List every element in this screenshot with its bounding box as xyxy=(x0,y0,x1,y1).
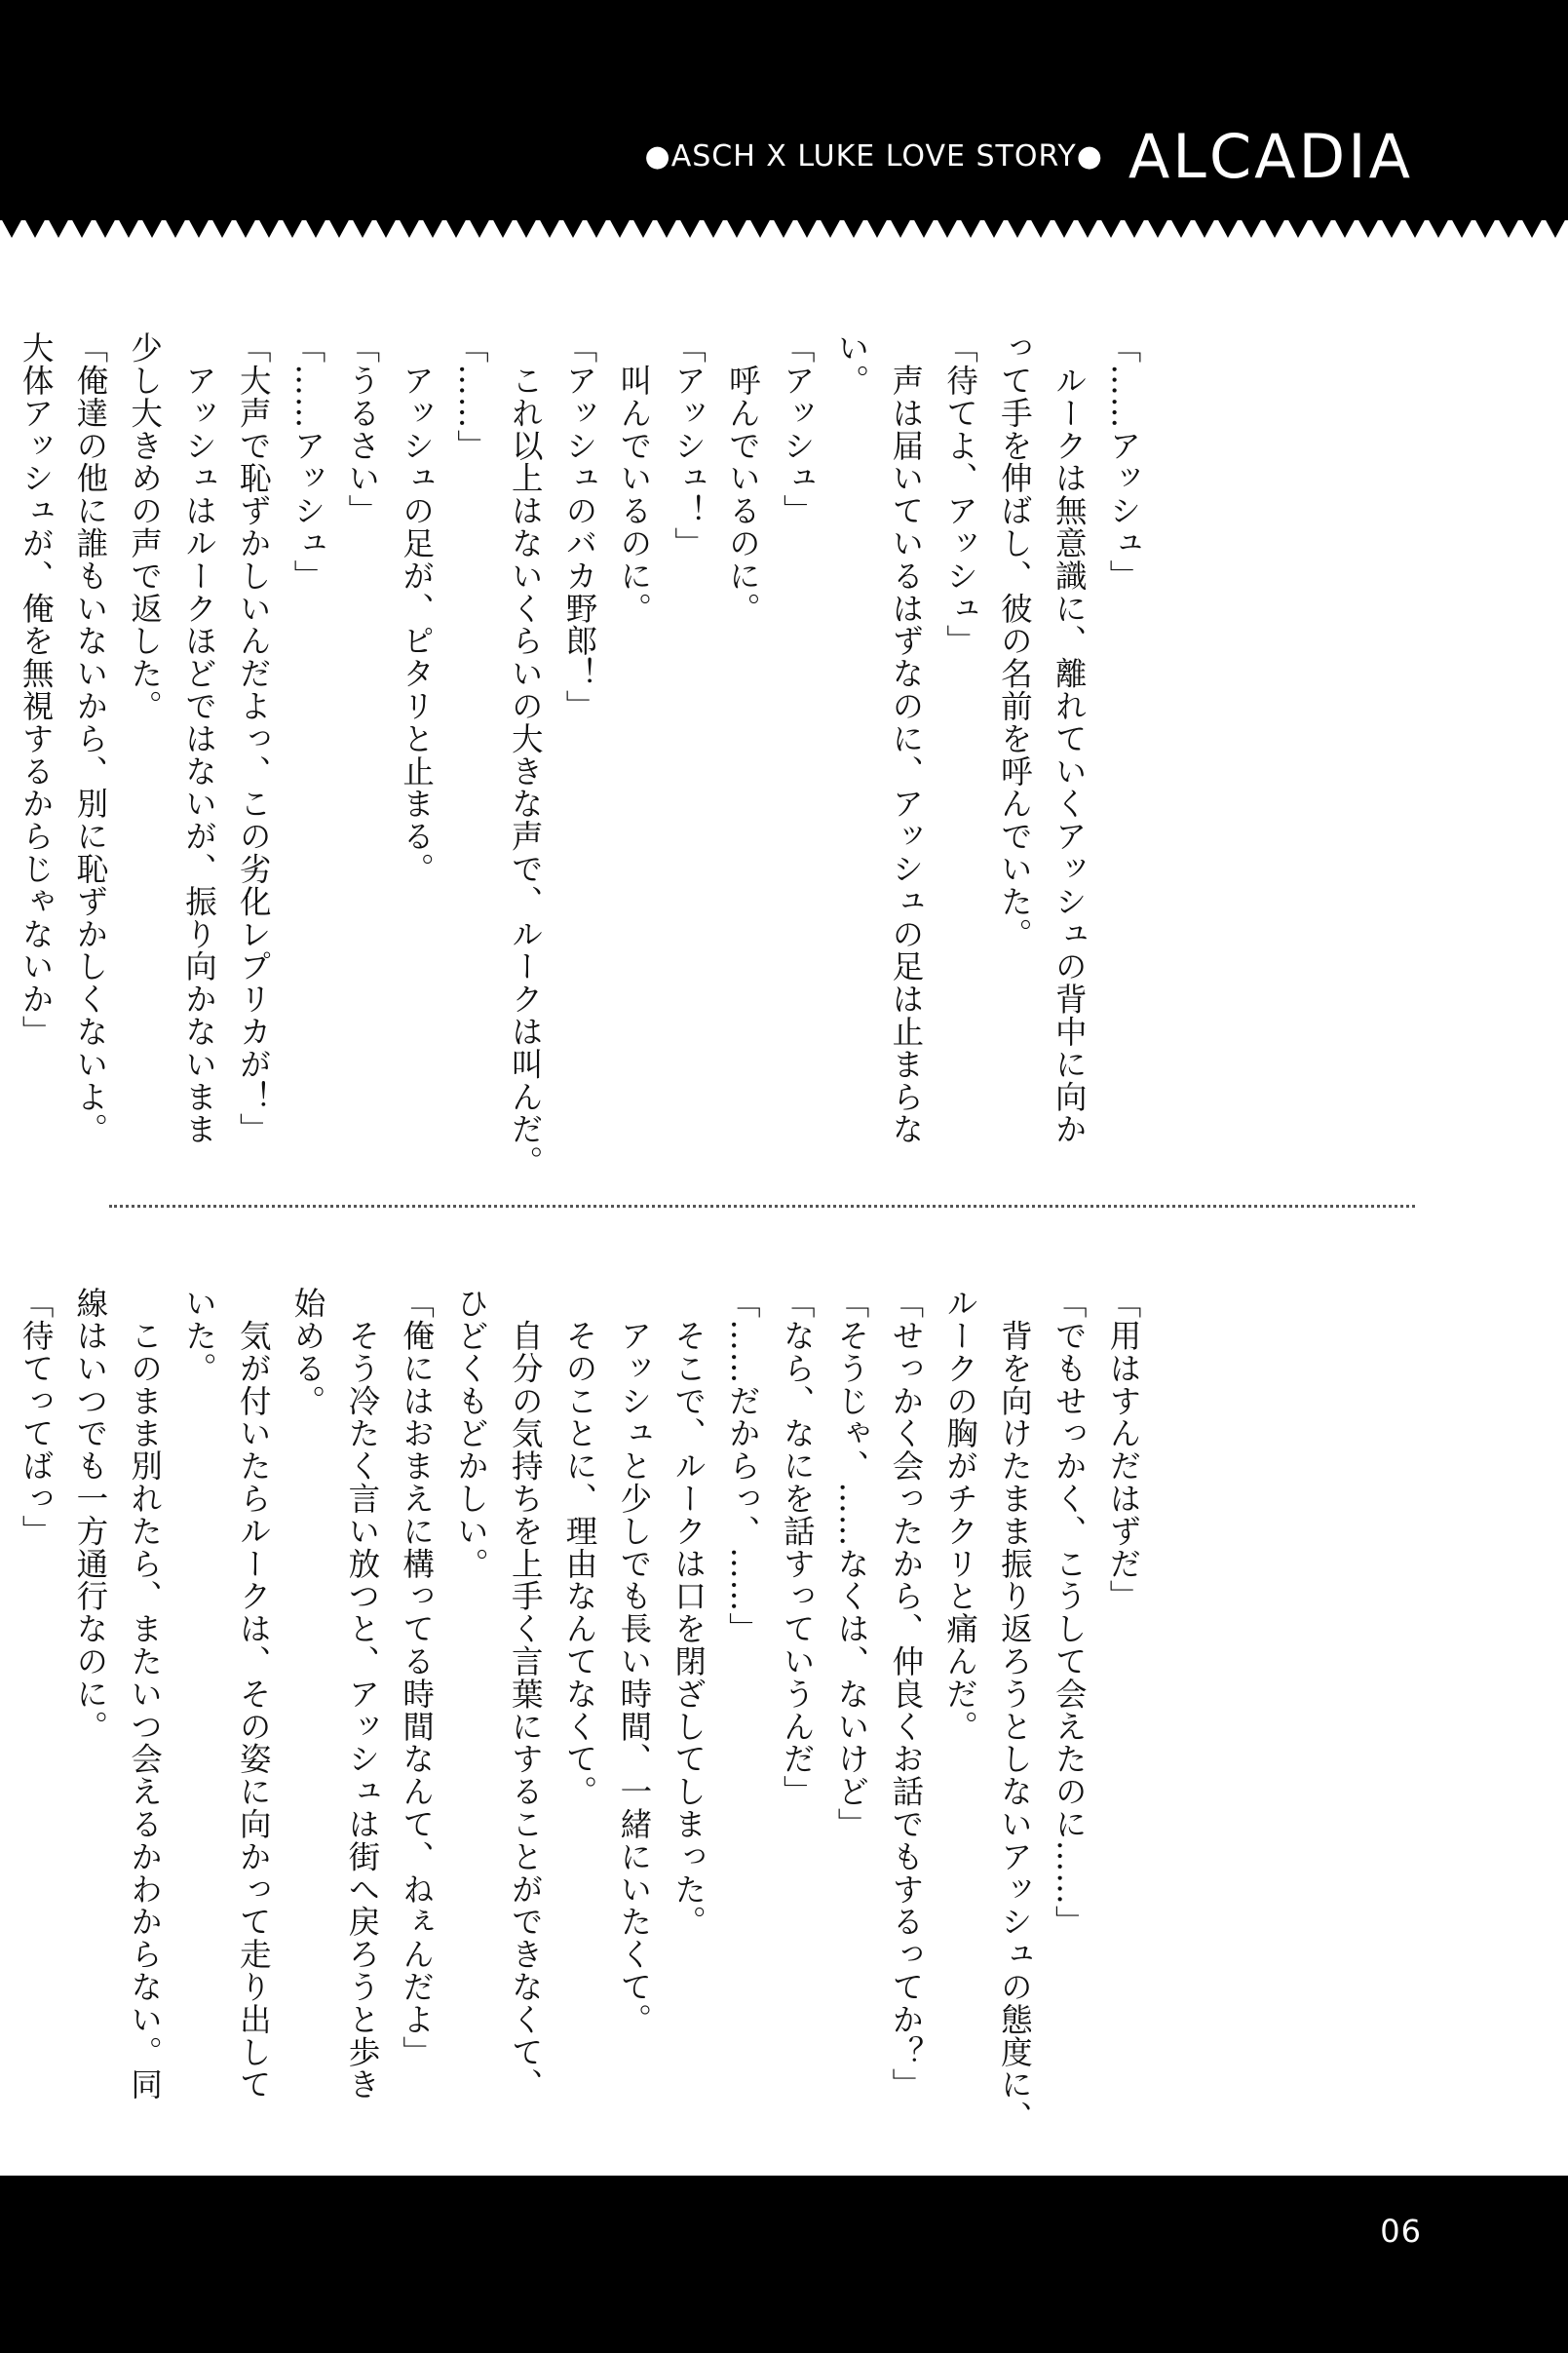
zigzag-edge xyxy=(0,216,1568,238)
series-label: ●ASCH X LUKE LOVE STORY● xyxy=(644,138,1103,174)
footer-band xyxy=(0,2176,1568,2353)
book-title: ALCADIA xyxy=(1128,120,1413,192)
section-divider xyxy=(109,1205,1415,1208)
body-text-upper: 「……アッシュ」 ルークは無意識に、離れていくアッシュの背中に向か って手を伸ばし、彼の名前を呼んでいた。 「待てよ、アッシュ」 声は届いているはずなのに、アッシュの足は止まらな い。 「アッシュ」 呼んでいるのに。 「アッシュ！」 叫んでいるのに。 「アッシュのバカ野郎！」 これ以上はないくらいの大きな声で、ルークは叫んだ。 「……」 アッシュの足が、ピタリと止まる。 「うるさい」 「……アッシュ」 「大声で恥ずかしいんだよっ、この劣化レプリカが！」 アッシュはルークほどではないが、振り向かないまま 少し大きめの声で返した。 「俺達の他に誰もいないから、別に恥ずかしくないよ。 大体アッシュが、俺を無視するからじゃないか」 xyxy=(18,331,1142,1178)
page-number: 06 xyxy=(1380,2213,1422,2250)
header-title xyxy=(0,88,1413,224)
header-band xyxy=(0,0,1568,220)
body-text-lower: 「用はすんだはずだ」 「でもせっかく、こうして会えたのに……」 背を向けたまま振り返ろうとしないアッシュの態度に、 ルークの胸がチクリと痛んだ。 「せっかく会ったから、仲良くお話でもするってか？」 「そうじゃ、……なくは、ないけど」 「なら、なにを話すっていうんだ」 「……だからっ、……」 そこで、ルークは口を閉ざしてしまった。 アッシュと少しでも長い時間、一緒にいたくて。 そのことに、理由なんてなくて。 自分の気持ちを上手く言葉にすることができなくて、 ひどくもどかしい。 「俺にはおまえに構ってる時間なんて、ねぇんだよ」 そう冷たく言い放つと、アッシュは街へ戻ろうと歩き 始める。 気が付いたらルークは、その姿に向かって走り出して いた。 このまま別れたら、またいつ会えるかわからない。同 線はいつでも一方通行なのに。 「待てってばっ」 xyxy=(18,1287,1142,2134)
